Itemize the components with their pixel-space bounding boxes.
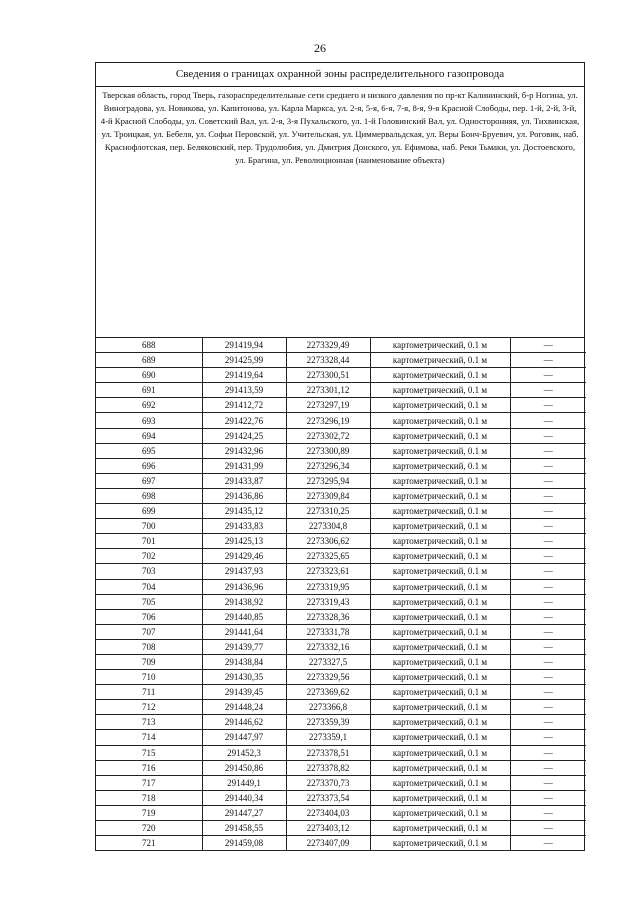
method-cell: картометрический, 0.1 м bbox=[370, 534, 510, 549]
method-cell: картометрический, 0.1 м bbox=[370, 458, 510, 473]
x-coordinate-cell: 291440,34 bbox=[202, 790, 286, 805]
description-cell: — bbox=[510, 654, 586, 669]
method-cell: картометрический, 0.1 м bbox=[370, 670, 510, 685]
point-number-cell: 710 bbox=[96, 670, 202, 685]
table-row bbox=[96, 488, 586, 503]
table-row bbox=[96, 654, 586, 669]
description-cell: — bbox=[510, 504, 586, 519]
table-row bbox=[96, 383, 586, 398]
description-cell: — bbox=[510, 413, 586, 428]
description-cell: — bbox=[510, 685, 586, 700]
description-cell: — bbox=[510, 353, 586, 368]
point-number-cell: 699 bbox=[96, 504, 202, 519]
method-cell: картометрический, 0.1 м bbox=[370, 353, 510, 368]
y-coordinate-cell: 2273319,95 bbox=[286, 579, 370, 594]
y-coordinate-cell: 2273370,73 bbox=[286, 775, 370, 790]
x-coordinate-cell: 291439,45 bbox=[202, 685, 286, 700]
y-coordinate-cell: 2273407,09 bbox=[286, 836, 370, 851]
method-cell: картометрический, 0.1 м bbox=[370, 654, 510, 669]
table-row bbox=[96, 609, 586, 624]
y-coordinate-cell: 2273300,89 bbox=[286, 443, 370, 458]
y-coordinate-cell: 2273310,25 bbox=[286, 504, 370, 519]
method-cell: картометрический, 0.1 м bbox=[370, 715, 510, 730]
table-row bbox=[96, 594, 586, 609]
method-cell: картометрический, 0.1 м bbox=[370, 579, 510, 594]
x-coordinate-cell: 291412,72 bbox=[202, 398, 286, 413]
y-coordinate-cell: 2273369,62 bbox=[286, 685, 370, 700]
y-coordinate-cell: 2273300,51 bbox=[286, 368, 370, 383]
table-row bbox=[96, 368, 586, 383]
method-cell: картометрический, 0.1 м bbox=[370, 443, 510, 458]
x-coordinate-cell: 291433,87 bbox=[202, 473, 286, 488]
table-row bbox=[96, 624, 586, 639]
table-row bbox=[96, 775, 586, 790]
point-number-cell: 691 bbox=[96, 383, 202, 398]
description-cell: — bbox=[510, 639, 586, 654]
description-cell: — bbox=[510, 670, 586, 685]
x-coordinate-cell: 291433,83 bbox=[202, 519, 286, 534]
description-cell: — bbox=[510, 821, 586, 836]
point-number-cell: 721 bbox=[96, 836, 202, 851]
x-coordinate-cell: 291439,77 bbox=[202, 639, 286, 654]
point-number-cell: 714 bbox=[96, 730, 202, 745]
x-coordinate-cell: 291429,46 bbox=[202, 549, 286, 564]
x-coordinate-cell: 291425,99 bbox=[202, 353, 286, 368]
description-cell: — bbox=[510, 730, 586, 745]
method-cell: картометрический, 0.1 м bbox=[370, 473, 510, 488]
x-coordinate-cell: 291436,86 bbox=[202, 488, 286, 503]
x-coordinate-cell: 291432,96 bbox=[202, 443, 286, 458]
x-coordinate-cell: 291447,27 bbox=[202, 805, 286, 820]
method-cell: картометрический, 0.1 м bbox=[370, 368, 510, 383]
x-coordinate-cell: 291437,93 bbox=[202, 564, 286, 579]
table-row bbox=[96, 685, 586, 700]
table-row bbox=[96, 790, 586, 805]
description-cell: — bbox=[510, 428, 586, 443]
point-number-cell: 713 bbox=[96, 715, 202, 730]
y-coordinate-cell: 2273366,8 bbox=[286, 700, 370, 715]
method-cell: картометрический, 0.1 м bbox=[370, 745, 510, 760]
method-cell: картометрический, 0.1 м bbox=[370, 624, 510, 639]
point-number-cell: 701 bbox=[96, 534, 202, 549]
point-number-cell: 718 bbox=[96, 790, 202, 805]
description-cell: — bbox=[510, 473, 586, 488]
table-row bbox=[96, 428, 586, 443]
description-cell: — bbox=[510, 745, 586, 760]
y-coordinate-cell: 2273378,51 bbox=[286, 745, 370, 760]
x-coordinate-cell: 291438,92 bbox=[202, 594, 286, 609]
description-cell: — bbox=[510, 760, 586, 775]
y-coordinate-cell: 2273302,72 bbox=[286, 428, 370, 443]
point-number-cell: 692 bbox=[96, 398, 202, 413]
point-number-cell: 694 bbox=[96, 428, 202, 443]
object-description-text: Тверская область, город Тверь, газораспределительные сети среднего и низкого давления по пр-кт Калининский, б-р Ногина, ул. Виноградова, ул. Новикова, ул. Капитонова, ул. Карла Маркса, ул. 2-я, 5-я, 6-я, 7-я, 8-я, 9-я Красной Слободы, пер. 1-й, 2-й, 3-й, 4-й Красной Слободы, ул. Советский Вал, ул. 2-я, 3-я Пухальского, ул. 1-й Головинский Вал, ул. Односторонняя, ул. Тихвинская, ул. Троицкая, ул. Бебеля, ул. Софьи Перовской, ул. Учительская, ул. Циммервальдская, ул. Веры Бонч-Бруевич, ул. Роговик, наб. Краснофлотская, пер. Беляковский, пер. Трудолюбия, ул. Дмитрия Донского, ул. Ефимова, наб. Реки Тьмаки, ул. Достоевского, ул. Брагина, ул. Революционная (наименование объекта) bbox=[100, 90, 580, 165]
table-row bbox=[96, 398, 586, 413]
point-number-cell: 709 bbox=[96, 654, 202, 669]
table-row bbox=[96, 443, 586, 458]
table-row bbox=[96, 836, 586, 851]
method-cell: картометрический, 0.1 м bbox=[370, 821, 510, 836]
method-cell: картометрический, 0.1 м bbox=[370, 428, 510, 443]
description-cell: — bbox=[510, 715, 586, 730]
description-cell: — bbox=[510, 368, 586, 383]
table-row bbox=[96, 715, 586, 730]
method-cell: картометрический, 0.1 м bbox=[370, 685, 510, 700]
method-cell: картометрический, 0.1 м bbox=[370, 760, 510, 775]
point-number-cell: 693 bbox=[96, 413, 202, 428]
point-number-cell: 708 bbox=[96, 639, 202, 654]
x-coordinate-cell: 291448,24 bbox=[202, 700, 286, 715]
y-coordinate-cell: 2273329,49 bbox=[286, 338, 370, 353]
table-row bbox=[96, 338, 586, 353]
y-coordinate-cell: 2273328,44 bbox=[286, 353, 370, 368]
method-cell: картометрический, 0.1 м bbox=[370, 790, 510, 805]
description-cell: — bbox=[510, 594, 586, 609]
point-number-cell: 698 bbox=[96, 488, 202, 503]
y-coordinate-cell: 2273304,8 bbox=[286, 519, 370, 534]
x-coordinate-cell: 291452,3 bbox=[202, 745, 286, 760]
table-row bbox=[96, 805, 586, 820]
x-coordinate-cell: 291436,96 bbox=[202, 579, 286, 594]
description-cell: — bbox=[510, 443, 586, 458]
description-cell: — bbox=[510, 624, 586, 639]
table-row bbox=[96, 519, 586, 534]
x-coordinate-cell: 291422,76 bbox=[202, 413, 286, 428]
y-coordinate-cell: 2273319,43 bbox=[286, 594, 370, 609]
method-cell: картометрический, 0.1 м bbox=[370, 775, 510, 790]
method-cell: картометрический, 0.1 м bbox=[370, 413, 510, 428]
y-coordinate-cell: 2273331,78 bbox=[286, 624, 370, 639]
x-coordinate-cell: 291458,55 bbox=[202, 821, 286, 836]
point-number-cell: 689 bbox=[96, 353, 202, 368]
method-cell: картометрический, 0.1 м bbox=[370, 730, 510, 745]
description-cell: — bbox=[510, 488, 586, 503]
point-number-cell: 711 bbox=[96, 685, 202, 700]
y-coordinate-cell: 2273306,62 bbox=[286, 534, 370, 549]
description-cell: — bbox=[510, 338, 586, 353]
table-row bbox=[96, 760, 586, 775]
table-row bbox=[96, 413, 586, 428]
description-cell: — bbox=[510, 790, 586, 805]
x-coordinate-cell: 291425,13 bbox=[202, 534, 286, 549]
x-coordinate-cell: 291459,08 bbox=[202, 836, 286, 851]
method-cell: картометрический, 0.1 м bbox=[370, 836, 510, 851]
point-number-cell: 688 bbox=[96, 338, 202, 353]
table-row bbox=[96, 730, 586, 745]
method-cell: картометрический, 0.1 м bbox=[370, 700, 510, 715]
table-row bbox=[96, 564, 586, 579]
table-row bbox=[96, 534, 586, 549]
x-coordinate-cell: 291430,35 bbox=[202, 670, 286, 685]
coordinates-table bbox=[96, 338, 586, 850]
document-frame bbox=[95, 62, 585, 851]
point-number-cell: 720 bbox=[96, 821, 202, 836]
method-cell: картометрический, 0.1 м bbox=[370, 383, 510, 398]
table-row bbox=[96, 670, 586, 685]
method-cell: картометрический, 0.1 м bbox=[370, 488, 510, 503]
y-coordinate-cell: 2273297,19 bbox=[286, 398, 370, 413]
method-cell: картометрический, 0.1 м bbox=[370, 594, 510, 609]
object-description bbox=[96, 87, 584, 338]
description-cell: — bbox=[510, 700, 586, 715]
description-cell: — bbox=[510, 519, 586, 534]
point-number-cell: 705 bbox=[96, 594, 202, 609]
method-cell: картометрический, 0.1 м bbox=[370, 564, 510, 579]
point-number-cell: 704 bbox=[96, 579, 202, 594]
x-coordinate-cell: 291450,86 bbox=[202, 760, 286, 775]
y-coordinate-cell: 2273332,16 bbox=[286, 639, 370, 654]
page-number: 26 bbox=[314, 41, 326, 55]
x-coordinate-cell: 291449,1 bbox=[202, 775, 286, 790]
point-number-cell: 695 bbox=[96, 443, 202, 458]
x-coordinate-cell: 291447,97 bbox=[202, 730, 286, 745]
method-cell: картометрический, 0.1 м bbox=[370, 639, 510, 654]
method-cell: картометрический, 0.1 м bbox=[370, 398, 510, 413]
x-coordinate-cell: 291446,62 bbox=[202, 715, 286, 730]
point-number-cell: 696 bbox=[96, 458, 202, 473]
description-cell: — bbox=[510, 383, 586, 398]
y-coordinate-cell: 2273328,36 bbox=[286, 609, 370, 624]
table-row bbox=[96, 745, 586, 760]
y-coordinate-cell: 2273403,12 bbox=[286, 821, 370, 836]
method-cell: картометрический, 0.1 м bbox=[370, 805, 510, 820]
x-coordinate-cell: 291435,12 bbox=[202, 504, 286, 519]
description-cell: — bbox=[510, 564, 586, 579]
x-coordinate-cell: 291438,84 bbox=[202, 654, 286, 669]
table-row bbox=[96, 473, 586, 488]
point-number-cell: 712 bbox=[96, 700, 202, 715]
point-number-cell: 690 bbox=[96, 368, 202, 383]
y-coordinate-cell: 2273296,34 bbox=[286, 458, 370, 473]
table-row bbox=[96, 458, 586, 473]
description-cell: — bbox=[510, 458, 586, 473]
table-row bbox=[96, 821, 586, 836]
description-cell: — bbox=[510, 534, 586, 549]
table-row bbox=[96, 504, 586, 519]
x-coordinate-cell: 291441,64 bbox=[202, 624, 286, 639]
table-row bbox=[96, 639, 586, 654]
point-number-cell: 719 bbox=[96, 805, 202, 820]
point-number-cell: 703 bbox=[96, 564, 202, 579]
x-coordinate-cell: 291413,59 bbox=[202, 383, 286, 398]
description-cell: — bbox=[510, 398, 586, 413]
description-cell: — bbox=[510, 805, 586, 820]
point-number-cell: 700 bbox=[96, 519, 202, 534]
description-cell: — bbox=[510, 549, 586, 564]
point-number-cell: 716 bbox=[96, 760, 202, 775]
description-cell: — bbox=[510, 836, 586, 851]
method-cell: картометрический, 0.1 м bbox=[370, 519, 510, 534]
x-coordinate-cell: 291440,85 bbox=[202, 609, 286, 624]
description-cell: — bbox=[510, 775, 586, 790]
method-cell: картометрический, 0.1 м bbox=[370, 338, 510, 353]
method-cell: картометрический, 0.1 м bbox=[370, 609, 510, 624]
y-coordinate-cell: 2273323,61 bbox=[286, 564, 370, 579]
x-coordinate-cell: 291419,94 bbox=[202, 338, 286, 353]
table-row bbox=[96, 549, 586, 564]
x-coordinate-cell: 291431,99 bbox=[202, 458, 286, 473]
table-row bbox=[96, 353, 586, 368]
table-row bbox=[96, 700, 586, 715]
point-number-cell: 697 bbox=[96, 473, 202, 488]
point-number-cell: 706 bbox=[96, 609, 202, 624]
y-coordinate-cell: 2273404,03 bbox=[286, 805, 370, 820]
point-number-cell: 707 bbox=[96, 624, 202, 639]
y-coordinate-cell: 2273295,94 bbox=[286, 473, 370, 488]
description-cell: — bbox=[510, 579, 586, 594]
x-coordinate-cell: 291419,64 bbox=[202, 368, 286, 383]
y-coordinate-cell: 2273373,54 bbox=[286, 790, 370, 805]
y-coordinate-cell: 2273296,19 bbox=[286, 413, 370, 428]
point-number-cell: 702 bbox=[96, 549, 202, 564]
y-coordinate-cell: 2273301,12 bbox=[286, 383, 370, 398]
x-coordinate-cell: 291424,25 bbox=[202, 428, 286, 443]
table-row bbox=[96, 579, 586, 594]
y-coordinate-cell: 2273309,84 bbox=[286, 488, 370, 503]
method-cell: картометрический, 0.1 м bbox=[370, 549, 510, 564]
y-coordinate-cell: 2273329,56 bbox=[286, 670, 370, 685]
point-number-cell: 715 bbox=[96, 745, 202, 760]
y-coordinate-cell: 2273359,1 bbox=[286, 730, 370, 745]
document-title: Сведения о границах охранной зоны распределительного газопровода bbox=[96, 63, 584, 87]
y-coordinate-cell: 2273359,39 bbox=[286, 715, 370, 730]
y-coordinate-cell: 2273378,82 bbox=[286, 760, 370, 775]
y-coordinate-cell: 2273325,65 bbox=[286, 549, 370, 564]
point-number-cell: 717 bbox=[96, 775, 202, 790]
method-cell: картометрический, 0.1 м bbox=[370, 504, 510, 519]
y-coordinate-cell: 2273327,5 bbox=[286, 654, 370, 669]
description-cell: — bbox=[510, 609, 586, 624]
